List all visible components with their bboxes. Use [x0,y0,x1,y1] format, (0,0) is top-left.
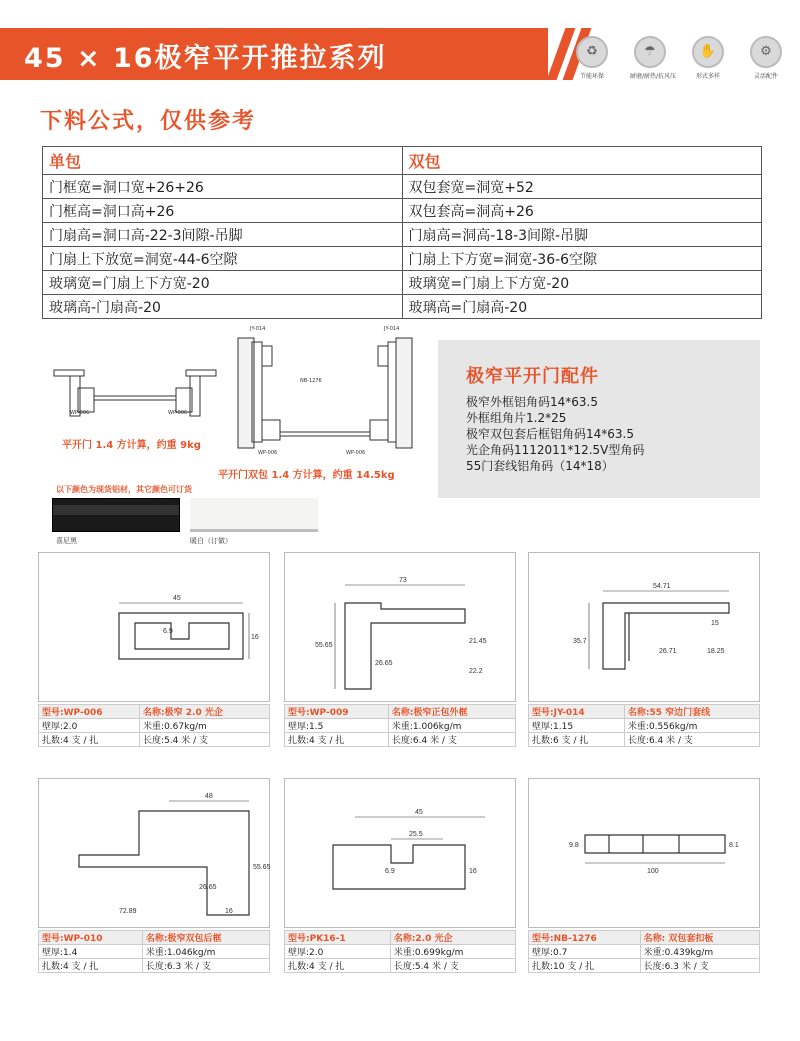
accessory-item: 极窄双包套后框铝角码14*63.5 [466,427,634,441]
double-door-drawing [230,332,420,460]
profile-length: 长度:6.3 米 / 支 [640,959,759,973]
dim-label: 35.7 [573,638,587,645]
color-note: 以下颜色为现货铝材，其它颜色可订货 [56,485,192,494]
badge-parts [746,36,786,80]
drawing-label: WP-006 [70,410,90,416]
profile-length: 长度:5.4 米 / 支 [140,733,270,747]
profile-wall: 壁厚:2.0 [285,945,391,959]
profile-code: 型号:WP-010 [39,931,143,945]
drawing-label: JY-014 [250,326,266,332]
profile-length: 长度:5.4 米 / 支 [390,959,515,973]
formula-cell: 玻璃宽=门扇上下方宽-20 [43,271,403,295]
accessory-item: 光企角码1112011*12.5V型角码 [466,443,645,457]
dim-label: 55.65 [315,642,333,649]
formula-cell: 双包套高=洞高+26 [402,199,762,223]
profile-weight: 米重:0.67kg/m [140,719,270,733]
drawing-label: NB-1276 [300,378,322,384]
accessory-item: 极窄外框铝角码14*63.5 [466,395,598,409]
profile-spec-table [38,704,270,747]
profile-spec-table [528,930,760,973]
weather-icon: ☂ [634,36,666,68]
dim-label: 6.9 [385,868,395,875]
formula-cell: 门扇上下方宽=洞宽-36-6空隙 [402,247,762,271]
dim-label: 9.8 [569,842,579,849]
page-title: 45 × 16极窄平开推拉系列 [24,43,387,74]
formula-cell: 门扇高=洞高-18-3间隙-吊脚 [402,223,762,247]
dim-label: 16 [251,634,259,641]
profile-weight: 米重:1.046kg/m [142,945,269,959]
dim-label: 16 [225,908,233,915]
accessory-item: 55门套线铝角码（14*18） [466,459,614,473]
profile-name: 名称:极窄双包后框 [142,931,269,945]
formula-table [42,146,762,319]
badge-eco [572,36,612,80]
section-heading: 下料公式，仅供参考 [40,109,257,134]
profile-wall: 壁厚:1.5 [285,719,389,733]
profile-bundle: 扎数:4 支 / 扎 [285,959,391,973]
drawing-label: JY-014 [384,326,400,332]
profile-weight: 米重:0.699kg/m [390,945,515,959]
profile-weight: 米重:0.556kg/m [624,719,759,733]
profile-code: 型号:WP-009 [285,705,389,719]
badge-label: 耐磨/耐热/抗风压 [630,73,677,80]
formula-cell: 门扇上下放宽=洞宽-44-6空隙 [43,247,403,271]
formula-cell: 玻璃高=门扇高-20 [402,295,762,319]
profile-name: 名称:极窄 2.0 光企 [140,705,270,719]
double-door-caption: 平开门双包 1.4 方计算，约重 14.5kg [218,470,395,481]
badge-label: 形式多样 [695,73,720,80]
badge-label: 节能环保 [579,73,604,80]
dim-label: 18.25 [707,648,725,655]
recycle-icon: ♻ [576,36,608,68]
formula-cell: 玻璃宽=门扇上下方宽-20 [402,271,762,295]
profile-drawing [284,552,516,702]
dim-label: 25.5 [409,831,423,838]
profile-spec-table [284,930,516,973]
profile-length: 长度:6.3 米 / 支 [142,959,269,973]
dim-label: 26.65 [199,884,217,891]
profile-wall: 壁厚:0.7 [529,945,641,959]
double-header: 双包 [402,147,762,175]
formula-cell: 门扇高=洞口高-22-3间隙-吊脚 [43,223,403,247]
profile-code: 型号:JY-014 [529,705,625,719]
badge-label: 灵活配件 [753,73,778,80]
dim-label: 22.2 [469,668,483,675]
single-door-drawing [48,362,228,432]
accessory-item: 外框组角片1.2*25 [466,411,567,425]
profile-wall: 壁厚:1.4 [39,945,143,959]
dim-label: 72.89 [119,908,137,915]
drawing-label: WP-006 [258,450,278,456]
profile-wall: 壁厚:2.0 [39,719,140,733]
formula-cell: 门框高=洞口高+26 [43,199,403,223]
single-header: 单包 [43,147,403,175]
accessories-title: 极窄平开门配件 [466,366,599,387]
profile-spec-table [284,704,516,747]
dim-label: 16 [469,868,477,875]
badge-weather [630,36,677,80]
drawing-label: WP-006 [168,410,188,416]
dim-label: 45 [415,809,423,816]
feature-badges [572,36,786,80]
profile-spec-table [38,930,270,973]
accessories-list [466,394,644,474]
swatch-label: 暖白（订做） [190,537,232,545]
profile-code: 型号:NB-1276 [529,931,641,945]
formula-cell: 门框宽=洞口宽+26+26 [43,175,403,199]
profile-drawing [528,778,760,928]
profile-code: 型号:PK16-1 [285,931,391,945]
swatch-white [190,498,318,532]
profile-name: 名称:极窄正包外框 [388,705,515,719]
dim-label: 54.71 [653,583,671,590]
profile-drawing [38,778,270,928]
profile-weight: 米重:1.006kg/m [388,719,515,733]
accessories-panel [438,340,760,498]
profile-bundle: 扎数:10 支 / 扎 [529,959,641,973]
dim-label: 8.1 [729,842,739,849]
hand-icon: ✋ [692,36,724,68]
profile-bundle: 扎数:4 支 / 扎 [39,733,140,747]
single-door-caption: 平开门 1.4 方计算，约重 9kg [62,440,201,451]
swatch-label: 喜尼黑 [56,537,77,545]
gear-icon: ⚙ [750,36,782,68]
dim-label: 26.65 [375,660,393,667]
profile-spec-table [528,704,760,747]
drawing-label: WP-006 [346,450,366,456]
profile-length: 长度:6.4 米 / 支 [624,733,759,747]
swatch-black [52,498,180,532]
dim-label: 55.65 [253,864,271,871]
dim-label: 21.45 [469,638,487,645]
dim-label: 6.9 [163,628,173,635]
dim-label: 15 [711,620,719,627]
profile-bundle: 扎数:6 支 / 扎 [529,733,625,747]
profile-length: 长度:6.4 米 / 支 [388,733,515,747]
badge-style [688,36,728,80]
profile-weight: 米重:0.439kg/m [640,945,759,959]
profile-code: 型号:WP-006 [39,705,140,719]
dim-label: 26.71 [659,648,677,655]
profile-name: 名称: 双包套扣板 [640,931,759,945]
profile-wall: 壁厚:1.15 [529,719,625,733]
dim-label: 45 [173,595,181,602]
profile-bundle: 扎数:4 支 / 扎 [39,959,143,973]
profile-name: 名称:55 窄边门套线 [624,705,759,719]
profile-drawing [284,778,516,928]
profile-drawing [38,552,270,702]
profile-name: 名称:2.0 光企 [390,931,515,945]
formula-cell: 玻璃高-门扇高-20 [43,295,403,319]
dim-label: 73 [399,577,407,584]
profile-drawing [528,552,760,702]
dim-label: 48 [205,793,213,800]
dim-label: 100 [647,868,659,875]
formula-cell: 双包套宽=洞宽+52 [402,175,762,199]
profile-bundle: 扎数:4 支 / 扎 [285,733,389,747]
